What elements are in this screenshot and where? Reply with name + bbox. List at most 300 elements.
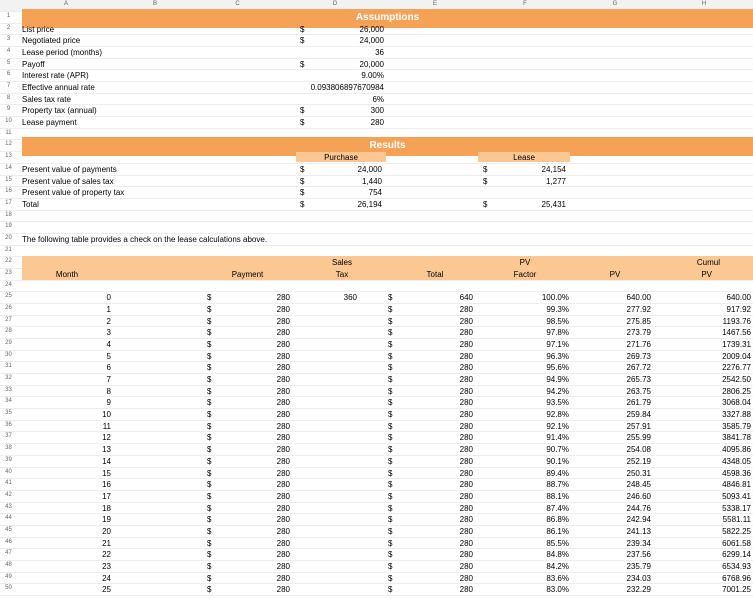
cumul-pv-cell[interactable]: 2806.25 (722, 386, 751, 396)
currency-symbol: $ (300, 36, 305, 46)
assumption-value[interactable]: 26,000 (359, 24, 384, 34)
payment-cell[interactable]: 280 (276, 351, 290, 361)
currency-symbol: $ (207, 328, 212, 338)
month-cell[interactable]: 15 (102, 468, 111, 478)
month-cell[interactable]: 14 (102, 456, 111, 466)
currency-symbol: $ (388, 515, 393, 525)
assumption-label: Lease payment (22, 118, 77, 128)
assumption-value[interactable]: 9.00% (361, 71, 384, 81)
currency-symbol: $ (388, 375, 393, 385)
row-number: 7 (6, 83, 11, 90)
payment-cell[interactable]: 280 (276, 491, 290, 501)
cumul-pv-cell[interactable]: 7001.25 (722, 585, 751, 595)
total-cell[interactable]: 280 (459, 328, 473, 338)
factor-cell[interactable]: 99.3% (546, 305, 569, 314)
grid-line (0, 490, 753, 491)
factor-cell[interactable]: 98.5% (546, 316, 569, 326)
currency-symbol: $ (207, 468, 212, 478)
grid-line (0, 525, 753, 526)
payment-cell[interactable]: 280 (276, 538, 290, 548)
factor-cell[interactable]: 87.4% (546, 503, 569, 513)
total-cell[interactable]: 280 (459, 398, 473, 408)
assumption-value[interactable]: 24,000 (359, 36, 384, 46)
assumption-value[interactable]: 280 (370, 118, 384, 128)
pv-cell[interactable]: 267.72 (626, 363, 651, 373)
factor-cell[interactable]: 84.2% (546, 561, 569, 571)
currency-symbol: $ (207, 503, 212, 513)
factor-cell[interactable]: 97.8% (546, 328, 569, 338)
grid-line (0, 443, 753, 444)
factor-cell[interactable]: 96.3% (546, 351, 569, 361)
factor-cell[interactable]: 83.6% (546, 573, 569, 583)
currency-symbol: $ (388, 433, 393, 443)
cumul-pv-cell[interactable]: 2009.04 (722, 351, 751, 361)
payment-cell[interactable]: 280 (276, 328, 290, 338)
row-number: 50 (5, 585, 12, 592)
total-cell[interactable]: 280 (459, 445, 473, 455)
factor-cell[interactable]: 89.4% (546, 468, 569, 478)
row-number: 43 (5, 503, 12, 510)
row-number: 9 (6, 106, 11, 113)
month-cell[interactable]: 18 (102, 503, 111, 513)
cumul-pv-cell[interactable]: 2542.50 (722, 375, 751, 385)
factor-cell[interactable]: 90.1% (546, 456, 569, 466)
payment-cell[interactable]: 280 (276, 305, 290, 314)
payment-cell[interactable]: 280 (276, 550, 290, 560)
total-cell[interactable]: 280 (459, 468, 473, 478)
currency-symbol: $ (388, 410, 393, 420)
total-cell[interactable]: 280 (459, 433, 473, 443)
currency-symbol: $ (207, 375, 212, 385)
purchase-value[interactable]: 26,194 (357, 199, 382, 209)
total-cell[interactable]: 280 (459, 585, 473, 595)
currency-symbol: $ (300, 24, 305, 34)
total-cell[interactable]: 280 (459, 386, 473, 396)
grid-line (0, 338, 753, 339)
factor-cell[interactable]: 88.7% (546, 480, 569, 490)
grid-line (0, 291, 753, 292)
grid-line (0, 186, 753, 187)
payment-header: Payment (231, 269, 264, 279)
currency-symbol: $ (207, 351, 212, 361)
total-cell[interactable]: 280 (459, 561, 473, 571)
month-cell[interactable]: 21 (102, 538, 111, 548)
row-number: 6 (6, 71, 11, 78)
grid-line (0, 361, 753, 362)
grid-line (0, 595, 753, 596)
factor-cell[interactable]: 97.1% (546, 340, 569, 350)
cumul-pv-cell[interactable]: 4598.36 (722, 468, 751, 478)
currency-symbol: $ (483, 164, 488, 174)
purchase-value[interactable]: 754 (368, 188, 382, 198)
cumul-pv-cell[interactable]: 4348.05 (722, 456, 751, 466)
total-cell[interactable]: 280 (459, 503, 473, 513)
total-cell[interactable]: 280 (459, 363, 473, 373)
grid-line (0, 81, 753, 82)
row-number: 14 (5, 164, 12, 171)
payment-cell[interactable]: 280 (276, 386, 290, 396)
factor-cell[interactable]: 84.8% (546, 550, 569, 560)
payment-cell[interactable]: 280 (276, 468, 290, 478)
row-number: 36 (5, 421, 12, 428)
factor-cell[interactable]: 86.8% (546, 515, 569, 525)
month-cell[interactable]: 4 (106, 340, 111, 350)
row-number: 30 (5, 351, 12, 358)
cumul-pv-cell[interactable]: 6534.93 (722, 561, 751, 571)
cumul-pv-cell[interactable]: 917.92 (726, 305, 751, 314)
row-number: 32 (5, 375, 12, 382)
assumption-label: Lease period (months) (22, 48, 103, 58)
factor-cell[interactable]: 100.0% (541, 293, 569, 303)
assumption-value[interactable]: 300 (370, 106, 384, 116)
pv-cell[interactable]: 271.76 (626, 340, 651, 350)
total-cell[interactable]: 280 (459, 316, 473, 326)
total-cell[interactable]: 280 (459, 340, 473, 350)
payment-cell[interactable]: 280 (276, 445, 290, 455)
payment-cell[interactable]: 280 (276, 293, 290, 303)
tax-cell[interactable]: 360 (343, 293, 357, 303)
tax-header: Tax (335, 269, 349, 279)
currency-symbol: $ (207, 398, 212, 408)
row-number: 40 (5, 468, 12, 475)
row-number: 26 (5, 305, 12, 311)
cumul-pv-cell[interactable]: 2276.77 (722, 363, 751, 373)
factor-cell[interactable]: 90.7% (546, 445, 569, 455)
grid-line (0, 116, 753, 117)
lease-value[interactable]: 24,154 (541, 164, 566, 174)
lease-value[interactable]: 25,431 (541, 199, 566, 209)
pv-cell[interactable]: 254.08 (626, 445, 651, 455)
payment-cell[interactable]: 280 (276, 515, 290, 525)
currency-symbol: $ (388, 386, 393, 396)
grid-line (0, 420, 753, 421)
month-cell[interactable]: 11 (102, 421, 111, 431)
cumul-header: Cumul (696, 258, 720, 268)
row-number: 13 (5, 153, 12, 160)
month-cell[interactable]: 25 (102, 585, 111, 595)
currency-symbol: $ (207, 316, 212, 326)
grid-line (0, 175, 753, 176)
grid-line (0, 572, 753, 573)
row-number: 3 (6, 36, 11, 43)
total-cell[interactable]: 280 (459, 456, 473, 466)
factor-cell[interactable]: 92.8% (546, 410, 569, 420)
grid-line (0, 315, 753, 316)
month-cell[interactable]: 5 (106, 351, 111, 361)
row-number: 20 (5, 234, 12, 241)
cumul-pv-cell[interactable]: 6061.58 (722, 538, 751, 548)
cumul-pv-cell[interactable]: 640.00 (726, 293, 751, 303)
pv-cell[interactable]: 275.85 (626, 316, 651, 326)
month-cell[interactable]: 20 (102, 526, 111, 536)
row-number: 19 (5, 223, 12, 230)
row-number: 42 (5, 491, 12, 498)
row-number: 39 (5, 456, 12, 463)
factor-cell[interactable]: 83.0% (546, 585, 569, 595)
currency-symbol: $ (207, 433, 212, 443)
cumul-pv-cell[interactable]: 1739.31 (722, 340, 751, 350)
column-header-g[interactable]: G (612, 1, 618, 7)
factor-cell[interactable]: 94.2% (546, 386, 569, 396)
pv-cell[interactable]: 244.76 (626, 503, 651, 513)
assumption-label: Property tax (annual) (22, 106, 97, 116)
pv-cell[interactable]: 248.45 (626, 480, 651, 490)
factor-cell[interactable]: 91.4% (546, 433, 569, 443)
currency-symbol: $ (388, 293, 393, 303)
pv-cell[interactable]: 259.84 (626, 410, 651, 420)
currency-symbol: $ (207, 410, 212, 420)
pv-cell[interactable]: 252.19 (626, 456, 651, 466)
total-cell[interactable]: 280 (459, 305, 473, 314)
factor-cell[interactable]: 86.1% (546, 526, 569, 536)
grid-line (0, 303, 753, 304)
purchase-value[interactable]: 24,000 (357, 164, 382, 174)
currency-symbol: $ (207, 491, 212, 501)
grid-line (0, 58, 753, 59)
total-cell[interactable]: 280 (459, 410, 473, 420)
pv-cell[interactable]: 232.29 (626, 585, 651, 595)
row-number: 44 (5, 515, 12, 522)
row-number: 46 (5, 538, 12, 545)
month-cell[interactable]: 10 (102, 410, 111, 420)
currency-symbol: $ (300, 199, 305, 209)
month-cell[interactable]: 6 (106, 363, 111, 373)
grid-line (0, 385, 753, 386)
currency-symbol: $ (388, 328, 393, 338)
payment-cell[interactable]: 280 (276, 585, 290, 595)
total-cell[interactable]: 280 (459, 515, 473, 525)
pv-cell[interactable]: 265.73 (626, 375, 651, 385)
payment-cell[interactable]: 280 (276, 375, 290, 385)
column-header-e[interactable]: E (432, 1, 437, 7)
month-cell[interactable]: 0 (106, 293, 111, 303)
column-header-b[interactable]: B (152, 1, 157, 7)
assumption-label: List price (22, 24, 55, 34)
month-cell[interactable]: 8 (106, 386, 111, 396)
currency-symbol: $ (388, 363, 393, 373)
pv-cell[interactable]: 257.91 (626, 421, 651, 431)
pv-cell[interactable]: 235.79 (626, 561, 651, 571)
cumul-pv-cell[interactable]: 1467.56 (722, 328, 751, 338)
payment-cell[interactable]: 280 (276, 480, 290, 490)
month-cell[interactable]: 23 (102, 561, 111, 571)
month-cell[interactable]: 9 (106, 398, 111, 408)
month-cell[interactable]: 1 (106, 305, 111, 314)
currency-symbol: $ (207, 386, 212, 396)
total-header: Total (426, 269, 444, 279)
row-number: 31 (5, 363, 12, 370)
pv-factor-header: PV (519, 258, 531, 268)
lease-header: Lease (513, 153, 535, 163)
cumul-pv-cell[interactable]: 4846.81 (722, 480, 751, 490)
total-cell[interactable]: 280 (459, 573, 473, 583)
grid-line (0, 128, 753, 129)
payment-cell[interactable]: 280 (276, 526, 290, 536)
pv-cell[interactable]: 237.56 (626, 550, 651, 560)
grid-line (0, 198, 753, 199)
cumul-pv-header: PV (701, 269, 712, 279)
column-header-c[interactable]: C (235, 1, 240, 7)
cumul-pv-cell[interactable]: 3841.78 (722, 433, 751, 443)
pv-cell[interactable]: 241.13 (626, 526, 651, 536)
currency-symbol: $ (207, 363, 212, 373)
cumul-pv-cell[interactable]: 3327.88 (722, 410, 751, 420)
cumul-pv-cell[interactable]: 3068.04 (722, 398, 751, 408)
pv-cell[interactable]: 273.79 (626, 328, 651, 338)
cumul-pv-cell[interactable]: 5581.11 (722, 515, 751, 525)
sales-header: Sales (331, 258, 352, 268)
factor-cell[interactable]: 88.1% (546, 491, 569, 501)
cumul-pv-cell[interactable]: 5338.17 (722, 503, 751, 513)
month-cell[interactable]: 7 (106, 375, 111, 385)
month-cell[interactable]: 2 (106, 316, 111, 326)
results-band (22, 137, 753, 156)
result-label: Present value of property tax (22, 188, 125, 198)
pv-cell[interactable]: 246.60 (626, 491, 651, 501)
total-cell[interactable]: 280 (459, 421, 473, 431)
cumul-pv-cell[interactable]: 1193.76 (722, 316, 751, 326)
currency-symbol: $ (300, 118, 305, 128)
payment-cell[interactable]: 280 (276, 410, 290, 420)
total-cell[interactable]: 280 (459, 526, 473, 536)
column-header-a[interactable]: A (63, 1, 68, 7)
total-cell[interactable]: 280 (459, 480, 473, 490)
pv-cell[interactable]: 239.34 (626, 538, 651, 548)
row-number: 45 (5, 526, 12, 533)
pv-cell[interactable]: 261.79 (626, 398, 651, 408)
row-number: 28 (5, 328, 12, 335)
grid-line (0, 34, 753, 35)
cumul-pv-cell[interactable]: 3585.79 (722, 421, 751, 431)
row-number: 35 (5, 410, 12, 417)
total-cell[interactable]: 280 (459, 351, 473, 361)
month-cell[interactable]: 19 (102, 515, 111, 525)
payment-cell[interactable]: 280 (276, 561, 290, 571)
total-cell[interactable]: 280 (459, 491, 473, 501)
pv-cell[interactable]: 250.31 (626, 468, 651, 478)
pv-cell[interactable]: 234.03 (626, 573, 651, 583)
purchase-header: Purchase (324, 153, 358, 163)
row-number: 11 (5, 129, 12, 136)
currency-symbol: $ (207, 445, 212, 455)
row-number: 2 (6, 24, 11, 31)
row-number: 12 (5, 141, 12, 148)
currency-symbol: $ (388, 550, 393, 560)
factor-cell[interactable]: 94.9% (546, 375, 569, 385)
payment-cell[interactable]: 280 (276, 421, 290, 431)
assumption-value[interactable]: 36 (375, 48, 384, 58)
grid-line (0, 583, 753, 584)
payment-cell[interactable]: 280 (276, 503, 290, 513)
month-cell[interactable]: 13 (102, 445, 111, 455)
currency-symbol: $ (207, 421, 212, 431)
currency-symbol: $ (207, 550, 212, 560)
factor-cell[interactable]: 92.1% (546, 421, 569, 431)
payment-cell[interactable]: 280 (276, 573, 290, 583)
grid-line (0, 408, 753, 409)
table-note: The following table provides a check on the lease calculations above. (22, 234, 268, 244)
result-label: Total (22, 199, 39, 209)
currency-symbol: $ (483, 199, 488, 209)
total-cell[interactable]: 280 (459, 375, 473, 385)
currency-symbol: $ (388, 468, 393, 478)
assumption-value[interactable]: 6% (372, 94, 384, 104)
total-cell[interactable]: 280 (459, 550, 473, 560)
assumptions-band-title: Assumptions (355, 12, 420, 23)
row-number: 34 (5, 398, 12, 405)
payment-cell[interactable]: 280 (276, 398, 290, 408)
currency-symbol: $ (388, 538, 393, 548)
cumul-pv-cell[interactable]: 4095.86 (722, 445, 751, 455)
currency-symbol: $ (388, 351, 393, 361)
column-header-d[interactable]: D (332, 1, 338, 7)
payment-cell[interactable]: 280 (276, 340, 290, 350)
factor-cell[interactable]: 95.6% (546, 363, 569, 373)
column-header-f[interactable]: F (523, 1, 527, 7)
row-number: 1 (6, 13, 11, 19)
lease-value[interactable]: 1,277 (545, 176, 566, 186)
pv-cell[interactable]: 640.00 (626, 293, 651, 303)
total-cell[interactable]: 640 (459, 293, 473, 303)
assumption-value[interactable]: 0.093806897670984 (310, 83, 384, 93)
currency-symbol: $ (388, 585, 393, 595)
payment-cell[interactable]: 280 (276, 433, 290, 443)
row-number: 33 (5, 386, 12, 393)
payment-cell[interactable]: 280 (276, 456, 290, 466)
row-number: 8 (6, 94, 11, 101)
assumption-value[interactable]: 20,000 (359, 59, 384, 69)
grid-line (0, 104, 753, 105)
grid-line (0, 233, 753, 234)
currency-symbol: $ (388, 398, 393, 408)
currency-symbol: $ (388, 445, 393, 455)
month-cell[interactable]: 22 (102, 550, 111, 560)
pv-cell[interactable]: 269.73 (626, 351, 651, 361)
factor-cell[interactable]: 93.5% (546, 398, 569, 408)
grid-line (0, 46, 753, 47)
column-header-h[interactable]: H (701, 1, 707, 7)
currency-symbol: $ (207, 293, 212, 303)
result-label: Present value of payments (22, 164, 117, 174)
purchase-value[interactable]: 1,440 (361, 176, 382, 186)
cumul-pv-cell[interactable]: 5822.25 (722, 526, 751, 536)
grid-line (0, 396, 753, 397)
month-cell[interactable]: 3 (106, 328, 111, 338)
row-number: 17 (5, 199, 12, 206)
month-cell[interactable]: 24 (102, 573, 111, 583)
total-cell[interactable]: 280 (459, 538, 473, 548)
pv-cell[interactable]: 242.94 (626, 515, 651, 525)
pv-cell[interactable]: 255.99 (626, 433, 651, 443)
payment-cell[interactable]: 280 (276, 316, 290, 326)
month-cell[interactable]: 12 (102, 433, 111, 443)
currency-symbol: $ (207, 585, 212, 595)
assumption-label: Interest rate (APR) (22, 71, 89, 81)
result-label: Present value of sales tax (22, 176, 114, 186)
cumul-pv-cell[interactable]: 6299.14 (722, 550, 751, 560)
payment-cell[interactable]: 280 (276, 363, 290, 373)
factor-cell[interactable]: 85.5% (546, 538, 569, 548)
pv-cell[interactable]: 263.75 (626, 386, 651, 396)
month-cell[interactable]: 17 (102, 491, 111, 501)
grid-line (0, 93, 753, 94)
cumul-pv-cell[interactable]: 5093.41 (722, 491, 751, 501)
cumul-pv-cell[interactable]: 6768.96 (722, 573, 751, 583)
currency-symbol: $ (300, 106, 305, 116)
row-number: 18 (5, 211, 12, 218)
month-cell[interactable]: 16 (102, 480, 111, 490)
pv-cell[interactable]: 277.92 (626, 305, 651, 314)
